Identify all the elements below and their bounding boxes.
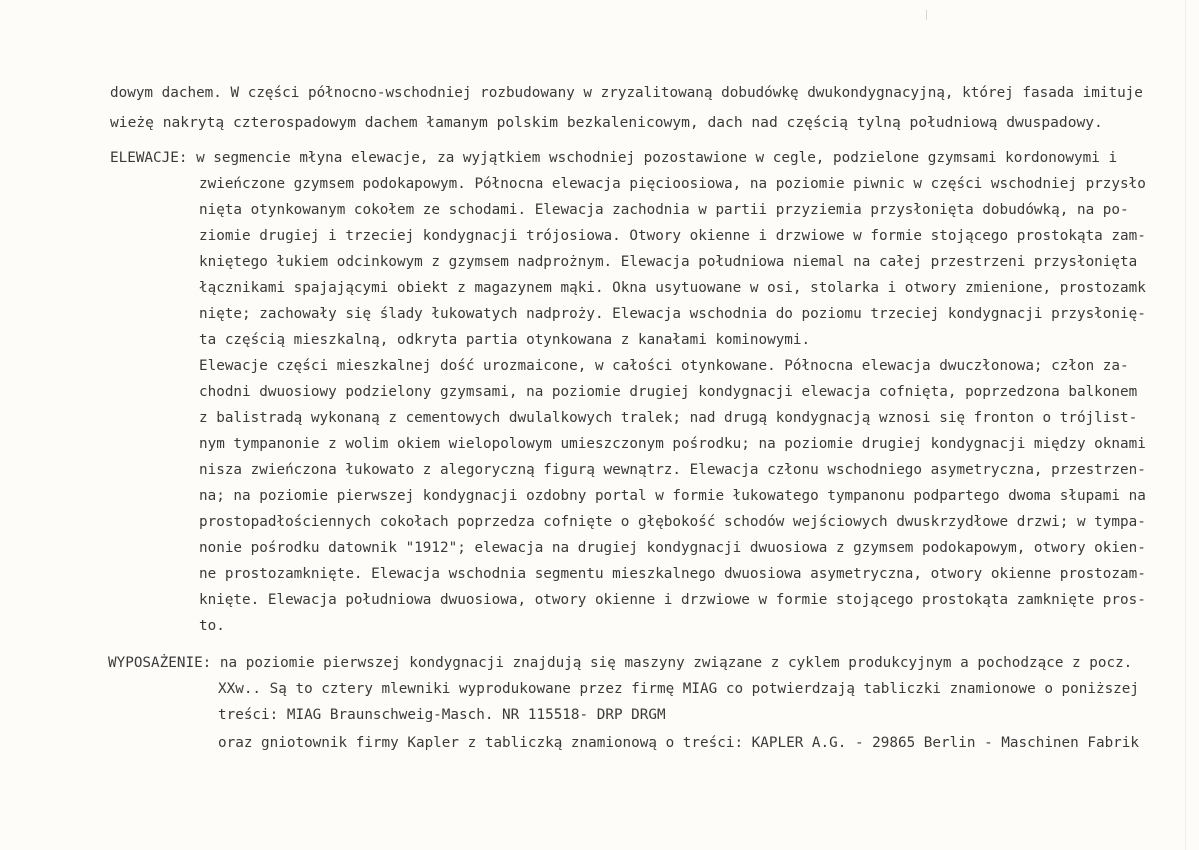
elewacje-line: kniętego łukiem odcinkowym z gzymsem nadprożnym. Elewacja południowa niemal na całej przestrzeni przysłonięta — [199, 254, 1138, 270]
elewacje-line: nym tympanonie z wolim okiem wielopolowym umieszczonym pośrodku; na poziomie drugiej kondygnacji między oknami — [199, 436, 1146, 452]
wyposazenie-line: XXw.. Są to cztery mlewniki wyprodukowane przez firmę MIAG co potwierdzają tabliczki znamionowe o poniższej — [218, 681, 1139, 697]
elewacje-line: ta częścią mieszkalną, odkryta partia otynkowana z kanałami kominowymi. — [199, 332, 811, 348]
elewacje-line: z balistradą wykonaną z cementowych dwulalkowych tralek; nad drugą kondygnacją wznosi się fronton o trójlist- — [199, 410, 1138, 426]
elewacje-line: knięte. Elewacja południowa dwuosiowa, otwory okienne i drzwiowe w formie stojącego prostokąta zamknięte pros- — [199, 592, 1146, 608]
scan-edge — [1185, 0, 1186, 850]
scan-mark — [926, 10, 927, 20]
elewacje-line: chodni dwuosiowy podzielony gzymsami, na poziomie drugiej kondygnacji elewacja cofnięta, poprzedzona balkonem — [199, 384, 1138, 400]
wyposazenie-line: WYPOSAŻENIE: na poziomie pierwszej kondygnacji znajdują się maszyny związane z cyklem produkcyjnym a pochodzące z pocz. — [108, 655, 1133, 671]
elewacje-line: na; na poziomie pierwszej kondygnacji ozdobny portal w formie łukowatego tympanonu podpartego dwoma słupami na — [199, 488, 1146, 504]
elewacje-line: to. — [199, 618, 225, 634]
elewacje-line: łącznikami spajającymi obiekt z magazynem mąki. Okna usytuowane w osi, stolarka i otwory zmienione, prostozamk — [199, 280, 1146, 296]
elewacje-line: nięte; zachowały się ślady łukowatych nadproży. Elewacja wschodnia do poziomu trzeciej kondygnacji przysłonię- — [199, 306, 1146, 322]
elewacje-line: nięta otynkowanym cokołem ze schodami. Elewacja zachodnia w partii przyziemia przysłonięta dobudówką, na po- — [199, 202, 1129, 218]
elewacje-line: Elewacje części mieszkalnej dość urozmaicone, w całości otynkowane. Północna elewacja dwuczłonowa; człon za- — [199, 358, 1129, 374]
intro-line: wieżę nakrytą czterospadowym dachem łamanym polskim bezkalenicowym, dach nad częścią tylną południową dwuspadowy. — [110, 114, 1103, 131]
elewacje-line: ELEWACJE: w segmencie młyna elewacje, za wyjątkiem wschodniej pozostawione w cegle, podzielone gzymsami kordonowymi i — [110, 150, 1118, 166]
elewacje-line: zwieńczone gzymsem podokapowym. Północna elewacja pięcioosiowa, na poziomie piwnic w części wschodniej przysło — [199, 176, 1146, 192]
elewacje-line: nisza zwieńczona łukowato z alegoryczną figurą wewnątrz. Elewacja członu wschodniego asymetryczna, przestrzen- — [199, 462, 1146, 478]
wyposazenie-line: treści: MIAG Braunschweig-Masch. NR 115518- DRP DRGM — [218, 707, 666, 723]
elewacje-line: nonie pośrodku datownik "1912"; elewacja na drugiej kondygnacji dwuosiowa z gzymsem podokapowym, otwory okien- — [199, 540, 1146, 556]
elewacje-line: ne prostozamknięte. Elewacja wschodnia segmentu mieszkalnego dwuosiowa asymetryczna, otwory okienne prostozam- — [199, 566, 1146, 582]
intro-line: dowym dachem. W części północno-wschodniej rozbudowany w zryzalitowaną dobudówkę dwukondygnacyjną, której fasada imituje — [110, 85, 1143, 101]
elewacje-line: ziomie drugiej i trzeciej kondygnacji trójosiowa. Otwory okienne i drzwiowe w formie stojącego prostokąta zam- — [199, 228, 1146, 244]
wyposazenie-line: oraz gniotownik firmy Kapler z tabliczką znamionową o treści: KAPLER A.G. - 29865 Berlin - Maschinen Fabrik — [218, 735, 1139, 751]
elewacje-line: prostopadłościennych cokołach poprzedza cofnięte o głębokość schodów wejściowych dwuskrzydłowe drzwi; w tympa- — [199, 514, 1146, 530]
